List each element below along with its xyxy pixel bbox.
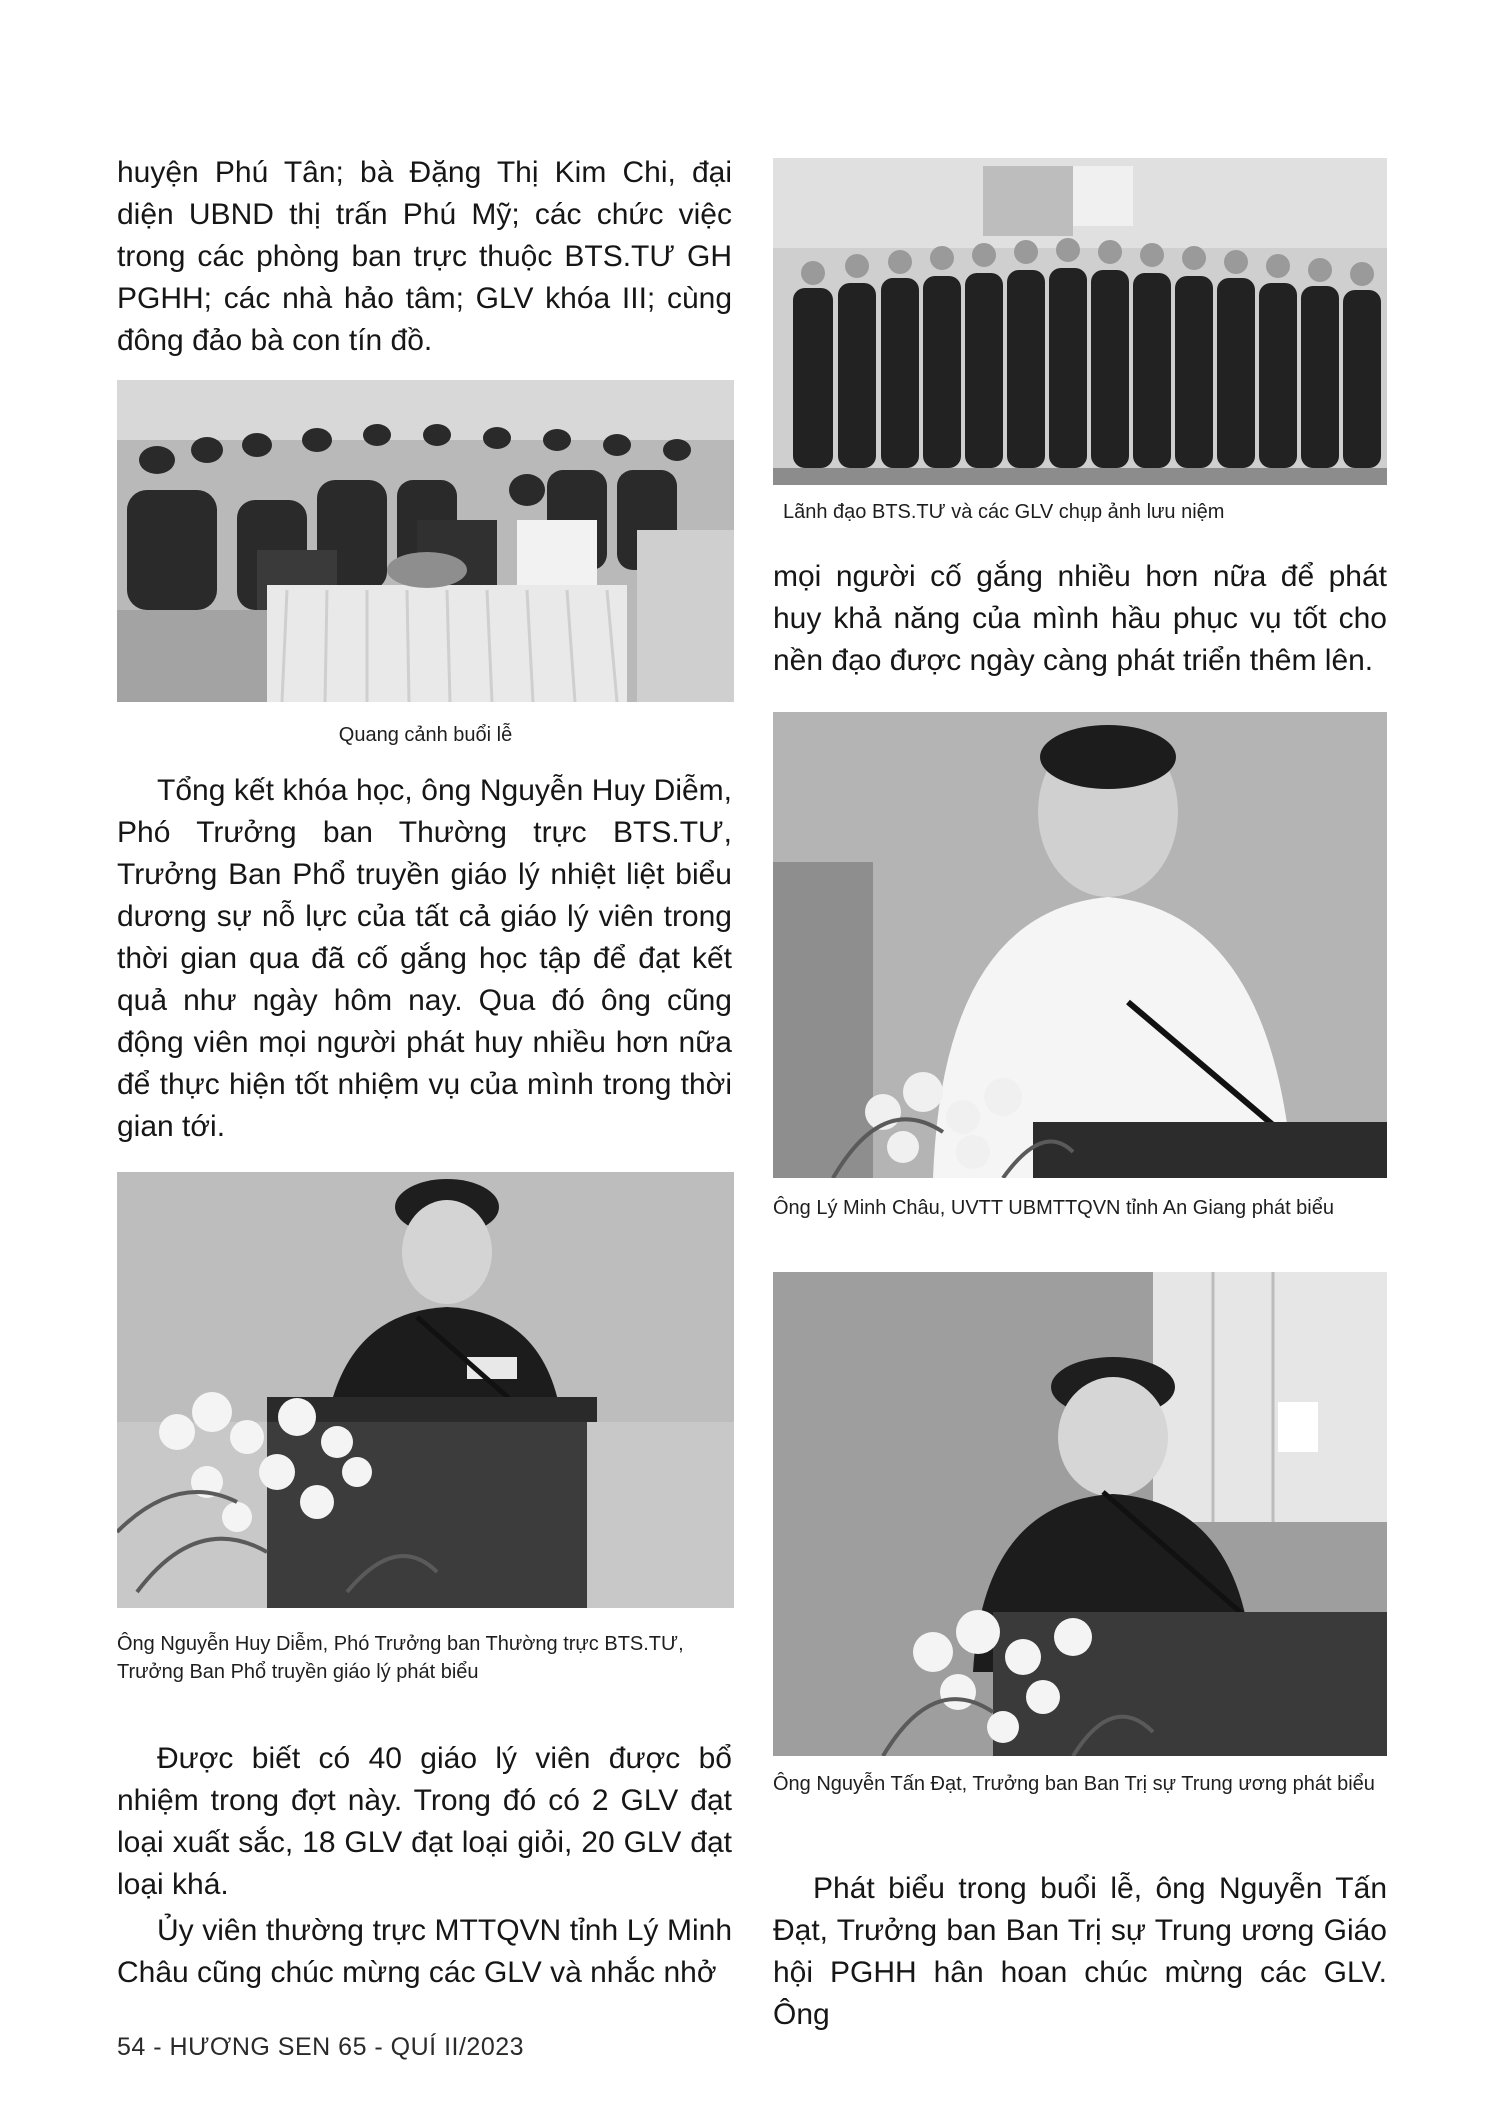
left-paragraph-4: Ủy viên thường trực MTTQVN tỉnh Lý Minh Châu cũng chúc mừng các GLV và nhắc nhở [117, 1914, 732, 1989]
right-paragraph-2: Phát biểu trong buổi lễ, ông Nguyễn Tấn Đạt, Trưởng ban Ban Trị sự Trung ương Giáo hội PGHH hân hoan chúc mừng các GLV. Ông [773, 1872, 1387, 2031]
photo-nguyen-huy-diem [117, 1172, 734, 1608]
photo-nguyen-tan-dat [773, 1272, 1387, 1756]
caption-ceremony: Quang cảnh buổi lễ [338, 724, 513, 746]
right-paragraph-1: mọi người cố gắng nhiều hơn nữa để phát huy khả năng của mình hầu phục vụ tốt cho nền đạo được ngày càng phát triển thêm lên. [773, 560, 1387, 677]
left-paragraph-1: huyện Phú Tân; bà Đặng Thị Kim Chi, đại diện UBND thị trấn Phú Mỹ; các chức việc trong các phòng ban trực thuộc BTS.TƯ GH PGHH; các nhà hảo tâm; GLV khóa III; cùng đông đảo bà con tín đồ. [117, 156, 732, 357]
caption-ly-minh-chau: Ông Lý Minh Châu, UVTT UBMTTQVN tỉnh An Giang phát biểu [773, 1197, 1334, 1219]
caption-group-portrait: Lãnh đạo BTS.TƯ và các GLV chụp ảnh lưu niệm [783, 501, 1225, 523]
photo-ly-minh-chau [773, 712, 1387, 1178]
left-paragraph-3: Được biết có 40 giáo lý viên được bổ nhiệm trong đợt này. Trong đó có 2 GLV đạt loại xuất sắc, 18 GLV đạt loại giỏi, 20 GLV đạt loại khá. [117, 1742, 732, 1901]
caption-nguyen-huy-diem: Ông Nguyễn Huy Diễm, Phó Trưởng ban Thường trực BTS.TƯ, Trưởng Ban Phổ truyền giáo lý phát biểu [117, 1633, 684, 1683]
page-footer: 54 - HƯƠNG SEN 65 - QUÍ II/2023 [117, 2033, 525, 2061]
caption-nguyen-tan-dat: Ông Nguyễn Tấn Đạt, Trưởng ban Ban Trị sự Trung ương phát biểu [773, 1773, 1375, 1795]
left-paragraph-2: Tổng kết khóa học, ông Nguyễn Huy Diễm, Phó Trưởng ban Thường trực BTS.TƯ, Trưởng Ban Phổ truyền giáo lý nhiệt liệt biểu dương sự nỗ lực của tất cả giáo lý viên trong thời gian qua đã cố gắng học tập để đạt kết quả như ngày hôm nay. Qua đó ông cũng động viên mọi người phát huy nhiều hơn nữa để thực hiện tốt nhiệm vụ của mình trong thời gian tới. [117, 774, 732, 1143]
photo-ceremony-scene [117, 380, 734, 702]
photo-group-portrait [773, 158, 1387, 485]
